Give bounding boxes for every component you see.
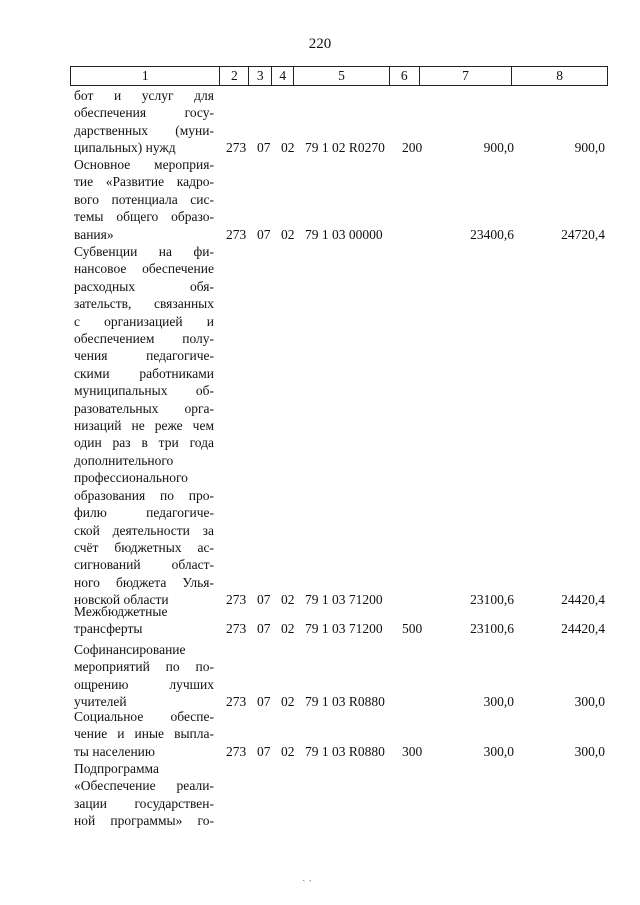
row-description-line: ощрению лучших [74,676,214,692]
cell-col-3: 07 [257,694,271,710]
row-description-line: образования по про- [74,487,214,503]
cell-col-5: 79 1 03 R0880 [305,694,385,710]
row-description-line: мероприятий по по- [74,659,214,675]
row-description-line: Социальное обеспе- [74,709,214,724]
row-description-line: Подпрограмма [74,761,159,776]
header-col-5: 5 [294,67,390,85]
row-description-line: обеспечением полу- [74,331,214,347]
row-description [74,603,214,638]
row-description-line: трансферты [74,621,143,637]
cell-col-2: 273 [226,694,247,710]
cell-col-7: 300,0 [483,694,514,710]
row-description-line: дарственных (муни- [74,122,214,138]
row-description-line: нансовое обеспечение [74,261,214,277]
row-description-line: муниципальных об- [74,383,214,399]
cell-col-4: 02 [281,226,295,242]
row-description [74,243,214,609]
row-description-line: ты населению [74,743,155,759]
cell-col-6: 300 [402,743,423,759]
row-description-line: учителей [74,694,127,710]
row-description [74,760,214,830]
row-description-line: Основное мероприя- [74,157,214,172]
header-col-6: 6 [390,67,420,85]
cell-col-8: 24420,4 [561,592,605,607]
cell-col-5: 79 1 03 71200 [305,592,383,607]
row-description-line: зательств, связанных [74,296,214,312]
header-col-8: 8 [556,68,564,83]
row-description-line: дополнительного [74,452,174,468]
cell-col-8: 24720,4 [561,226,605,242]
row-description-line: профессионального [74,470,188,486]
row-description-line: бот и услуг для [74,88,214,103]
cell-col-3: 07 [257,621,271,637]
row-description-line: скими работниками [74,365,214,381]
row-description [74,641,214,711]
cell-col-2: 273 [226,140,247,156]
row-description-line: вания» [74,226,114,242]
cell-col-4: 02 [281,140,295,156]
page-number: 220 [308,36,332,52]
cell-col-2: 273 [226,621,247,637]
cell-col-7: 23100,6 [470,621,514,637]
cell-col-8: 24420,4 [561,621,605,637]
row-description-line: новской области [74,592,169,608]
cell-col-4: 02 [281,743,295,759]
header-col-7: 7 [420,67,513,85]
row-description-line: вого потенциала сис- [74,191,214,207]
cell-col-2: 273 [226,226,247,242]
row-description-line: низаций не реже чем [74,418,214,434]
row-description-line: Субвенции на фи- [74,244,214,259]
row-description-line: чение и иные выпла- [74,726,214,742]
row-description-line: тие «Развитие кадро- [74,174,214,190]
row-description-line: ской деятельности за [74,522,214,538]
row-description-line: расходных обя- [74,278,214,294]
cell-col-4: 02 [281,694,295,710]
cell-col-8: 900,0 [574,140,605,156]
cell-col-5: 79 1 03 R0880 [305,743,385,759]
row-description-line: ципальных) нужд [74,140,176,156]
cell-col-5: 79 1 03 00000 [305,226,383,242]
row-description-line: счёт бюджетных ас- [74,539,214,555]
row-description-line: Софинансирование [74,642,186,657]
cell-col-3: 07 [257,140,271,156]
row-description-line: «Обеспечение реали- [74,778,214,794]
cell-col-8: 300,0 [574,694,605,710]
row-description [74,156,214,243]
cell-col-3: 07 [257,226,271,242]
row-description-line: зации государствен- [74,795,214,811]
header-col-1: 1 [71,67,220,85]
cell-col-5: 79 1 03 71200 [305,621,383,637]
row-description-line: разовательных орга- [74,400,214,416]
header-col-2: 2 [220,67,249,85]
header-col-3: 3 [249,67,272,85]
scan-mark: ˏ ˎ [302,870,313,882]
row-description-line: ного бюджета Улья- [74,574,214,590]
row-description-line: обеспечения госу- [74,105,214,121]
cell-col-4: 02 [281,621,295,637]
row-description-line: сигнований област- [74,557,214,573]
row-description-line: чения педагогиче- [74,348,214,364]
cell-col-4: 02 [281,592,295,607]
row-description-line: один раз в три года [74,435,214,451]
cell-col-2: 273 [226,743,247,759]
cell-col-6: 500 [402,621,423,637]
row-description-line: ной программы» го- [74,813,214,829]
row-description [74,87,214,157]
cell-col-7: 23400,6 [470,226,514,242]
cell-col-3: 07 [257,743,271,759]
cell-col-8: 300,0 [574,743,605,759]
cell-col-2: 273 [226,592,247,607]
row-description [74,708,214,760]
cell-col-7: 900,0 [483,140,514,156]
table-header [70,66,608,86]
row-description-line: Межбюджетные [74,604,168,619]
row-description-line: темы общего образо- [74,209,214,225]
cell-col-3: 07 [257,592,271,607]
cell-col-7: 300,0 [483,743,514,759]
cell-col-7: 23100,6 [470,592,514,607]
row-description-line: филю педагогиче- [74,505,214,521]
header-col-4: 4 [272,67,294,85]
row-description-line: с организацией и [74,313,214,329]
cell-col-5: 79 1 02 R0270 [305,140,385,156]
cell-col-6: 200 [402,140,423,156]
